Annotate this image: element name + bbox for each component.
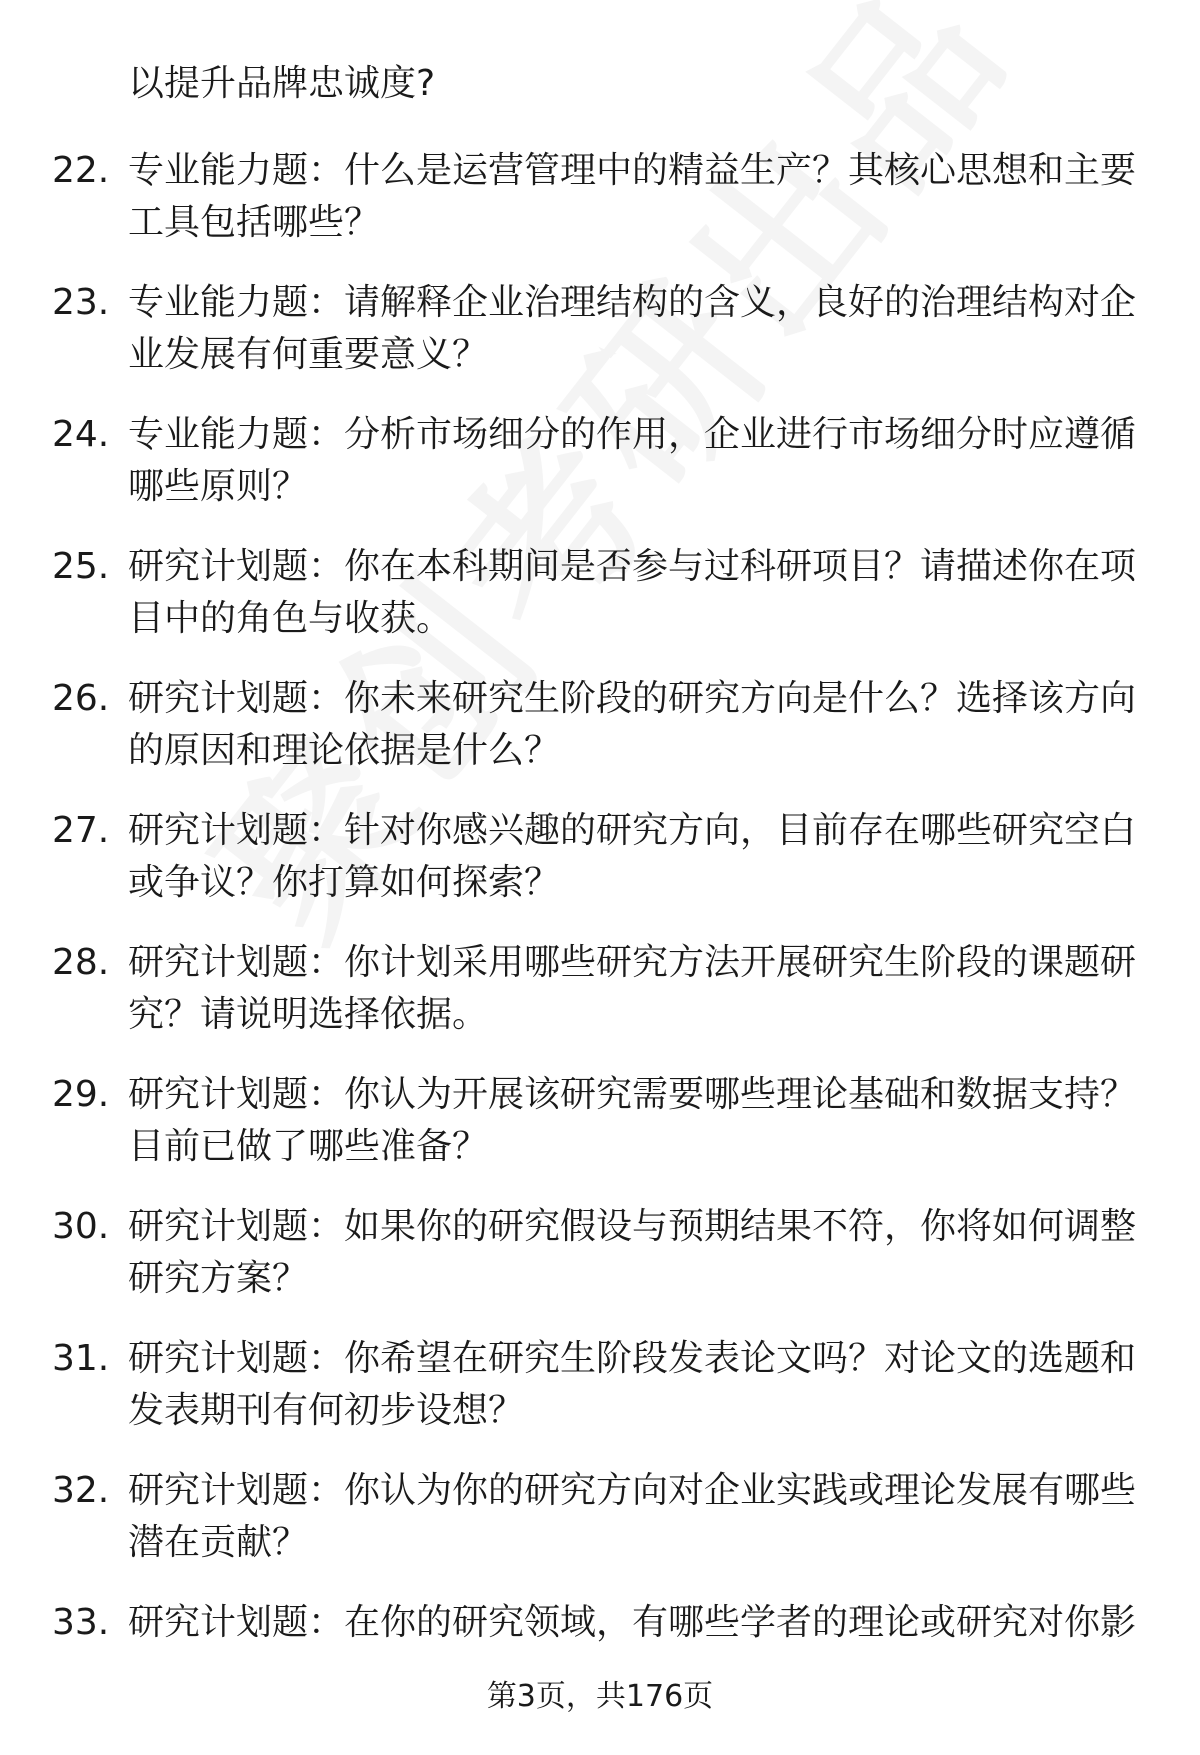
question-number: 23. — [52, 282, 110, 323]
page-footer: 第3页，共176页 — [486, 1679, 714, 1714]
question-item — [0, 1201, 1200, 1333]
question-list — [0, 145, 1200, 1729]
question-number: 32. — [52, 1470, 110, 1511]
question-text: 专业能力题：请解释企业治理结构的含义，良好的治理结构对企业发展有何重要意义？ — [128, 282, 1137, 375]
question-item — [0, 409, 1200, 541]
question-number: 27. — [52, 810, 110, 851]
question-number: 24. — [52, 414, 110, 455]
question-text: 研究计划题：你计划采用哪些研究方法开展研究生阶段的课题研究？请说明选择依据。 — [128, 942, 1137, 1035]
question-text: 研究计划题：你认为你的研究方向对企业实践或理论发展有哪些潜在贡献？ — [128, 1470, 1137, 1563]
question-text: 研究计划题：如果你的研究假设与预期结果不符，你将如何调整研究方案？ — [128, 1206, 1137, 1299]
continuation-text: 以提升品牌忠诚度? — [128, 63, 436, 104]
question-item — [0, 277, 1200, 409]
question-item — [0, 1465, 1200, 1597]
question-text: 研究计划题：你希望在研究生阶段发表论文吗？对论文的选题和发表期刊有何初步设想？ — [128, 1338, 1137, 1431]
question-number: 31. — [52, 1338, 110, 1379]
question-item — [0, 1069, 1200, 1201]
question-item — [0, 541, 1200, 673]
question-text: 研究计划题：在你的研究领域，有哪些学者的理论或研究对你影 — [128, 1602, 1137, 1643]
question-text: 研究计划题：针对你感兴趣的研究方向，目前存在哪些研究空白或争议？你打算如何探索？ — [128, 810, 1137, 903]
question-number: 29. — [52, 1074, 110, 1115]
question-number: 22. — [52, 150, 110, 191]
question-item — [0, 805, 1200, 937]
question-item — [0, 937, 1200, 1069]
question-number: 30. — [52, 1206, 110, 1247]
question-number: 25. — [52, 546, 110, 587]
question-text: 研究计划题：你在本科期间是否参与过科研项目？请描述你在项目中的角色与收获。 — [128, 546, 1137, 639]
question-text: 专业能力题：什么是运营管理中的精益生产？其核心思想和主要工具包括哪些？ — [128, 150, 1137, 243]
question-item — [0, 673, 1200, 805]
question-text: 研究计划题：你未来研究生阶段的研究方向是什么？选择该方向的原因和理论依据是什么？ — [128, 678, 1137, 771]
question-number: 26. — [52, 678, 110, 719]
question-number: 28. — [52, 942, 110, 983]
question-text: 专业能力题：分析市场细分的作用，企业进行市场细分时应遵循哪些原则？ — [128, 414, 1137, 507]
question-item — [0, 145, 1200, 277]
question-item — [0, 1333, 1200, 1465]
question-number: 33. — [52, 1602, 110, 1643]
question-text: 研究计划题：你认为开展该研究需要哪些理论基础和数据支持？目前已做了哪些准备？ — [128, 1074, 1137, 1167]
